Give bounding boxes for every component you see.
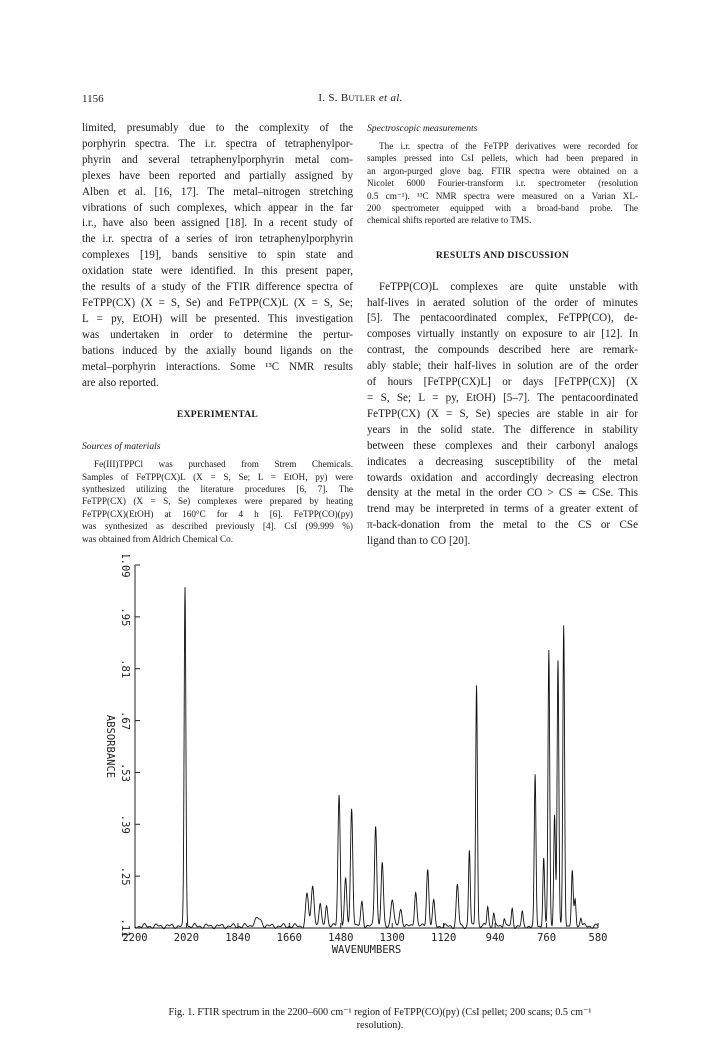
right-column <box>367 121 638 550</box>
text-line: trend may be interpreted in terms of a greater extent of <box>367 503 638 516</box>
text-line: indicates a decreasing susceptibility of the metal <box>367 455 638 468</box>
text-line: i.r., have also been assigned [18]. In a recent study of <box>82 217 353 230</box>
text-line: between these complexes and their carbonyl analogs <box>367 439 638 452</box>
y-tick-label: .81 <box>119 659 131 679</box>
text-line: metal–porphyrin interactions. Some ¹³C NMR results <box>82 360 353 373</box>
text-line: bations induced by the axially bound ligands on the <box>82 344 353 357</box>
text-line: ably stable; their half-lives in solution are of the order <box>367 360 638 373</box>
text-line: π-back-donation from the metal to the CS or CSe <box>367 519 638 532</box>
x-tick-label: 580 <box>588 932 608 944</box>
text-line: L = py, EtOH) will be presented. This investigation <box>82 312 353 325</box>
text-line: FeTPP(CX)(EtOH) at 160°C for 4 h [6]. FeTPP(CO)(py) <box>82 508 353 519</box>
spectro-subheading: Spectroscopic measurements <box>367 123 478 134</box>
x-tick-label: 1660 <box>276 932 302 944</box>
text-line: FeTPP(CX) (X = S, Se) species are stable in air for <box>367 407 638 420</box>
text-line: was undertaken in order to determine the pertur- <box>82 328 353 341</box>
left-column <box>82 121 353 545</box>
y-axis-title: ABSORBANCE <box>104 714 116 779</box>
text-line: Fe(III)TPPCl was purchased from Strem Chemicals. <box>94 459 353 470</box>
materials-paragraph <box>82 458 353 545</box>
y-tick-label: .67 <box>119 711 131 731</box>
page-number: 1156 <box>82 93 104 105</box>
intro-paragraph <box>82 121 353 391</box>
text-line: phyrin and several tetraphenylporphyrin metal com- <box>82 153 353 166</box>
x-tick-label: 2020 <box>173 932 200 944</box>
text-line: of hours [FeTPP(CX)L] or days [FeTPP(CX)] (X <box>367 376 638 389</box>
text-line: Samples of FeTPP(CX)L (X = S, Se; L = EtOH, py) were <box>82 471 353 482</box>
text-line: the i.r. spectra of a series of iron tetraphenylporphyrin <box>82 233 353 246</box>
text-line: 200 spectrometer equipped with a broad-band probe. The <box>367 202 638 213</box>
text-line: chemical shifts reported are relative to TMS. <box>367 215 532 226</box>
text-line: was synthesized as described previously [4]. CsI (99.999 %) <box>82 521 353 532</box>
y-tick-label: .53 <box>119 762 131 782</box>
x-tick-label: 940 <box>485 932 505 944</box>
text-line: the results of a study of the FTIR difference spectra of <box>82 281 353 294</box>
text-line: contrast, the compounds described here are remark- <box>367 344 638 357</box>
x-tick-label: 1300 <box>379 932 405 944</box>
materials-subheading: Sources of materials <box>82 441 161 453</box>
text-line: synthesized utilizing the literature procedures [6, 7]. The <box>82 484 353 495</box>
spectrum-line <box>135 587 598 929</box>
results-paragraph <box>367 280 638 550</box>
text-line: was obtained from Aldrich Chemical Co. <box>82 533 234 544</box>
results-heading: RESULTS AND DISCUSSION <box>435 249 570 261</box>
x-tick-label: 1480 <box>328 932 354 944</box>
figure-caption <box>120 1006 640 1032</box>
running-title: I. S. Butler et al. <box>318 92 403 104</box>
text-line: are also reported. <box>82 376 159 389</box>
text-line: oxidation state were identified. In this present paper, <box>82 265 353 278</box>
y-tick-label: .39 <box>119 814 131 834</box>
x-tick-label: 2200 <box>122 932 148 944</box>
text-line: Alben et al. [16, 17]. The metal–nitrogen stretching <box>82 185 353 198</box>
text-line: FeTPP(CX) (X = S, Se) complexes were prepared by heating <box>82 496 353 507</box>
text-line: Nicolet 6000 Fourier-transform i.r. spectrometer (resolution <box>367 178 638 189</box>
x-tick-label: 760 <box>537 932 557 944</box>
text-line: = S, Se; L = py, EtOH) [5–7]. The pentacoordinated <box>367 392 638 404</box>
text-line: vibrations of such complexes, which appear in the far <box>82 201 353 214</box>
text-line: samples pressed into CsI pellets, which had been prepared in <box>367 153 638 164</box>
y-tick-label: 1.09 <box>119 555 131 578</box>
text-line: complexes [19], bands sensitive to spin state and <box>82 249 353 262</box>
y-tick-label: .11 <box>119 918 131 938</box>
caption-line: resolution). <box>356 1020 404 1031</box>
text-line: years in the solid state. The difference in stability <box>367 423 638 436</box>
caption-line: Fig. 1. FTIR spectrum in the 2200–600 cm⁻¹ region of FeTPP(CO)(py) (CsI pellet; 200 scans; 0.5 cm⁻¹ <box>168 1007 592 1018</box>
text-line: composes virtually instantly on exposure to air [12]. In <box>367 328 638 341</box>
text-line: limited, presumably due to the complexity of the <box>82 122 353 134</box>
ftir-spectrum-chart <box>100 555 640 975</box>
text-line: towards oxidation and accordingly decreasing electron <box>367 471 638 484</box>
x-axis-title: WAVENUMBERS <box>331 944 402 956</box>
text-line: FeTPP(CO)L complexes are quite unstable with <box>379 280 638 293</box>
y-tick-label: .95 <box>119 607 131 627</box>
y-tick-label: .25 <box>119 866 131 886</box>
text-line: an argon-purged glove bag. FTIR spectra were obtained on a <box>367 165 638 176</box>
text-line: density at the metal in the order CO > CS ≃ CSe. This <box>367 487 638 500</box>
x-tick-label: 1840 <box>225 932 251 944</box>
text-line: The i.r. spectra of the FeTPP derivatives were recorded for <box>379 140 638 151</box>
spectro-paragraph <box>367 140 638 227</box>
text-line: FeTPP(CX) (X = S, Se) and FeTPP(CX)L (X = S, Se; <box>82 296 353 309</box>
text-line: plexes have been reported and partially assigned by <box>82 169 353 182</box>
text-line: ligand than to CO [20]. <box>367 535 471 548</box>
text-line: [5]. The pentacoordinated complex, FeTPP(CO), de- <box>367 312 638 325</box>
text-line: half-lives in aerated solution of the order of minutes <box>367 296 638 309</box>
text-line: porphyrin spectra. The i.r. spectra of tetraphenylpor- <box>82 137 353 150</box>
text-line: 0.5 cm⁻¹). ¹³C NMR spectra were measured on a Varian XL- <box>367 190 638 201</box>
experimental-heading: EXPERIMENTAL <box>176 409 259 421</box>
x-tick-label: 1120 <box>431 932 457 944</box>
ftir-spectrum-figure <box>100 555 640 975</box>
